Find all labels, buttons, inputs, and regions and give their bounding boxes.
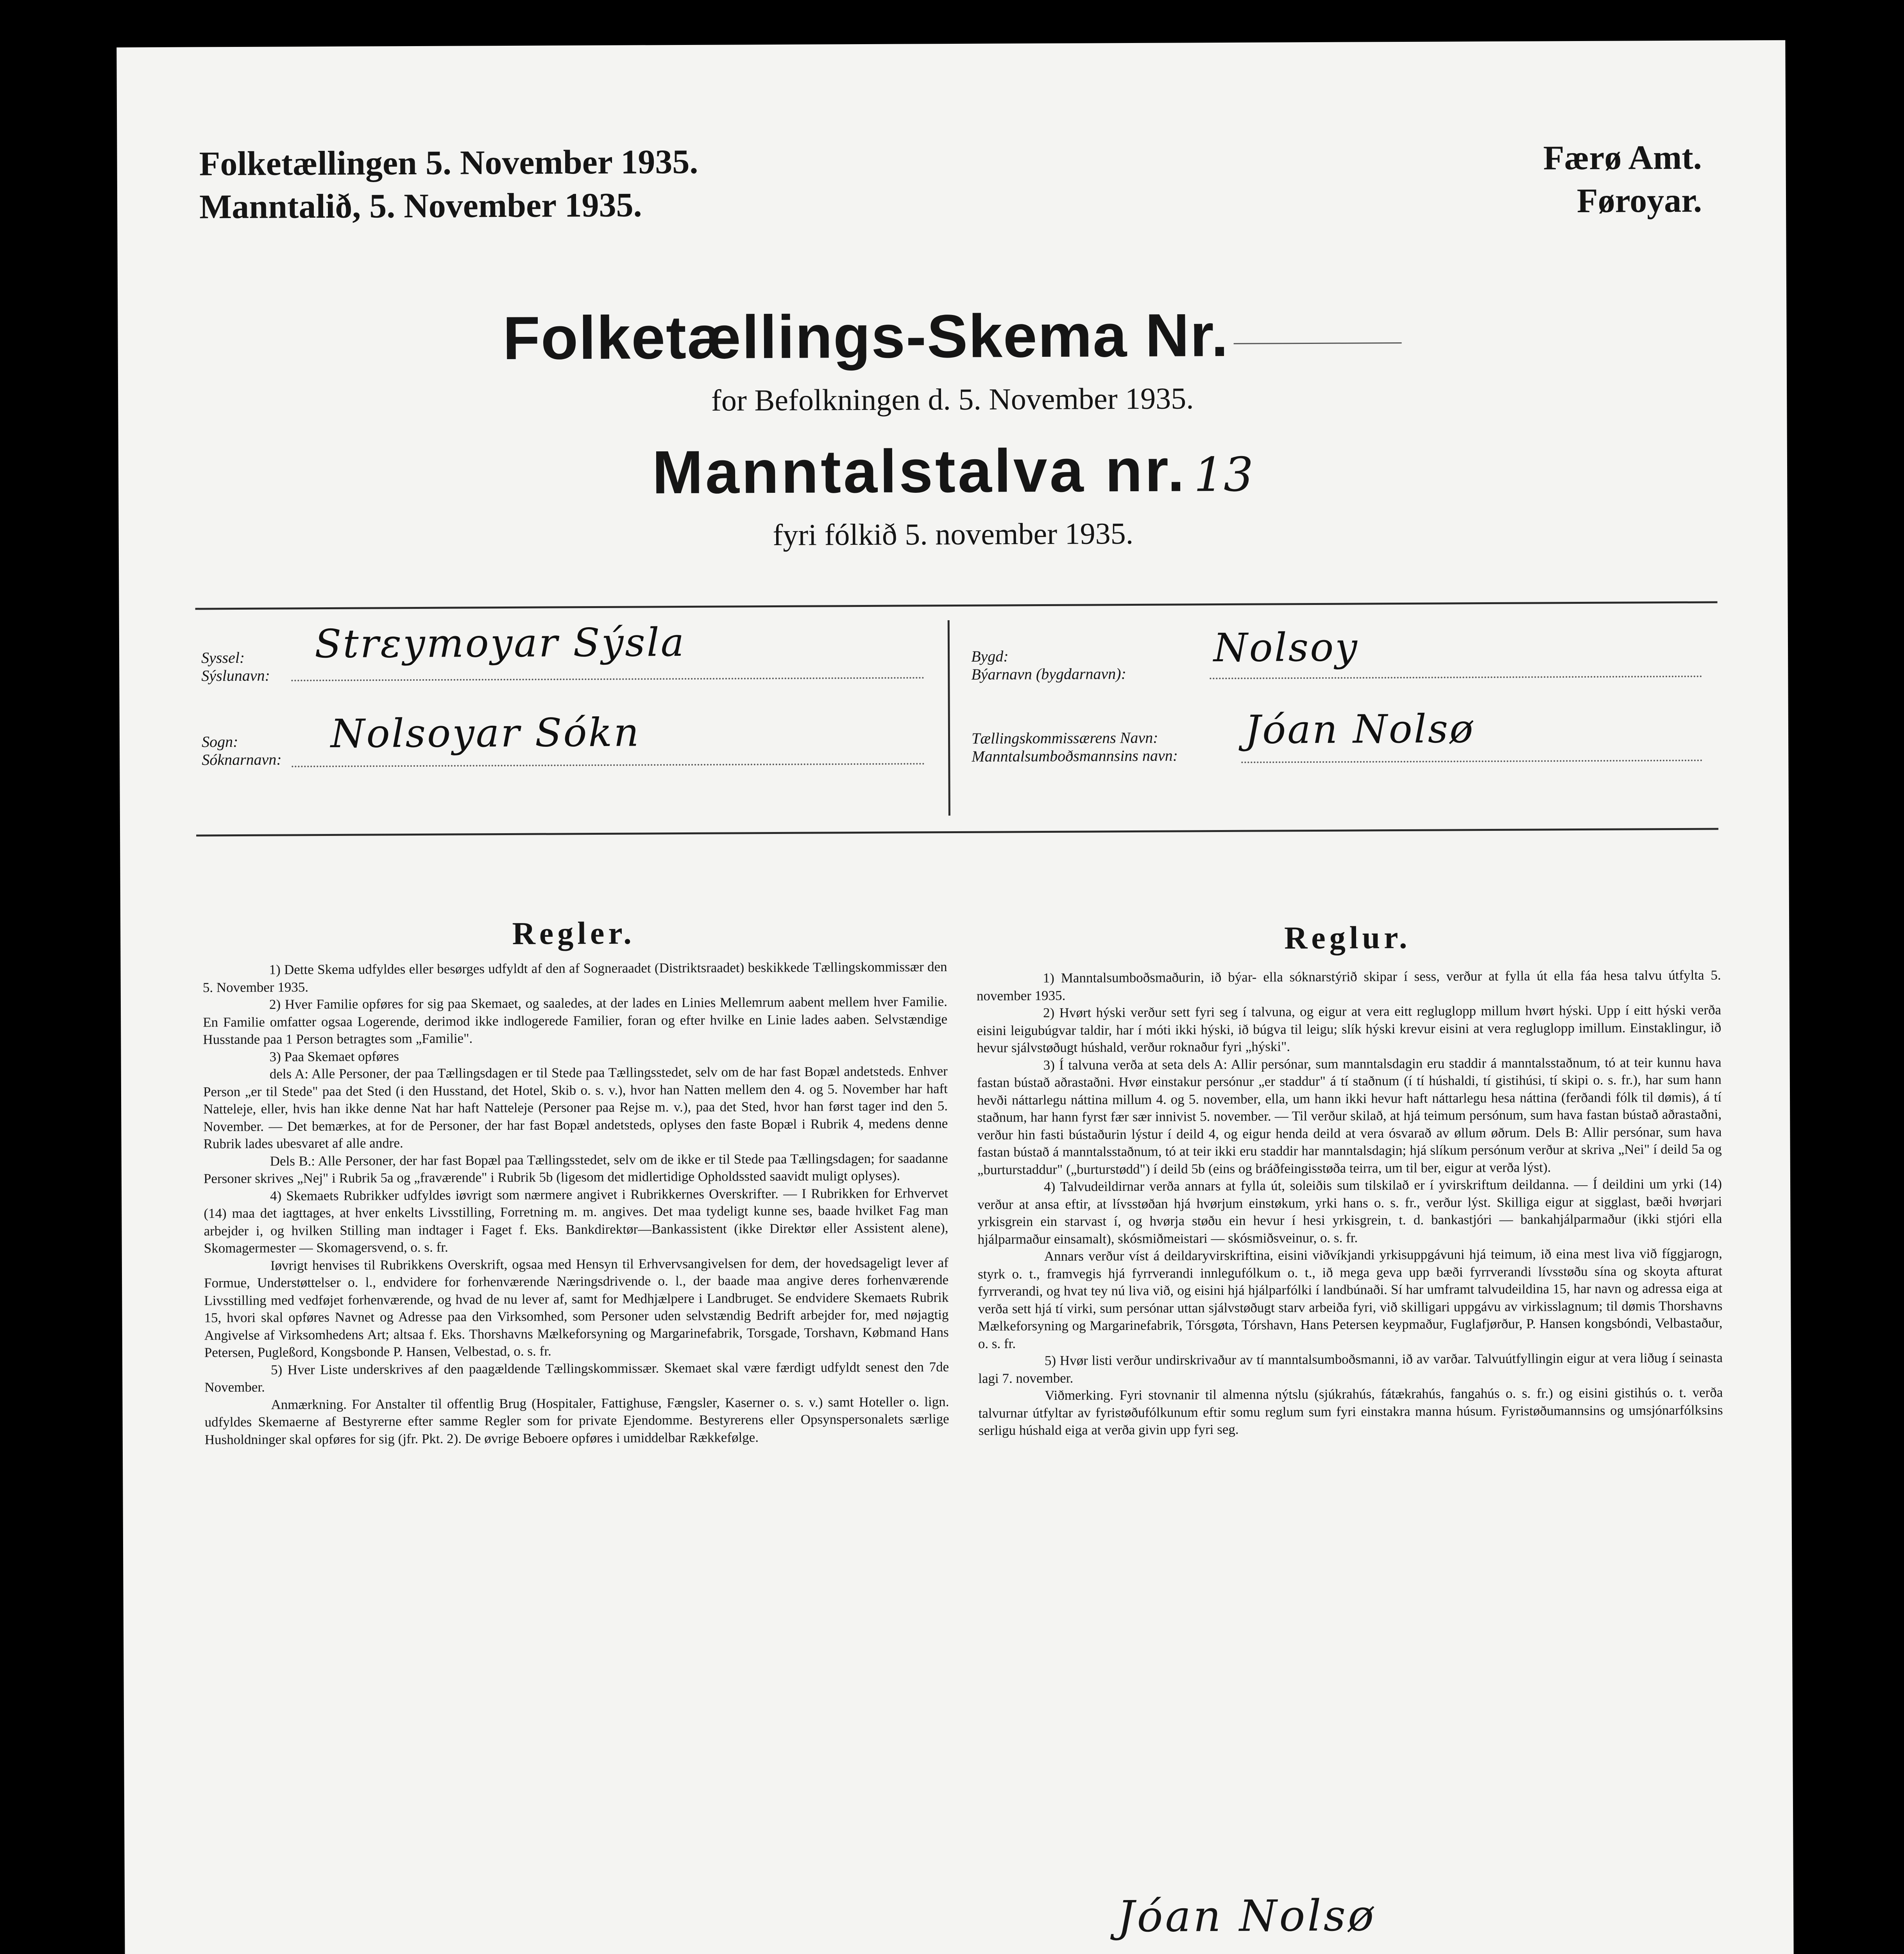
census-form-page: [116, 40, 1794, 1954]
regler-paragraph: 2) Hver Familie opføres for sig paa Skemaet, og saaledes, at der lades en Linies Mellemrum aabent mellem hver Familie. En Familie omfatter ogsaa Logerende, derimod ikke indlogerede Familier, foran og efter hvilke en Linie lades aaben. Selvstændige Husstande paa 1 Person betragtes som „Familie".: [203, 994, 948, 1047]
regler-paragraph: Dels B.: Alle Personer, der har fast Bopæl paa Tællingsstedet, selv om de ikke er til Stede paa Tællingsdagen; for saadanne Personer skrives „Nej" i Rubrik 5a og „fraværende" i Rubrik 5b (ligesom det midlertidige Opholdssted saavidt muligt oplyses).: [203, 1150, 948, 1186]
regler-paragraph: 5) Hver Liste underskrives af den paagældende Tællingskommissær. Skemaet skal være færdigt udfyldt senest den 7de November.: [204, 1359, 949, 1395]
regler-paragraph: dels A: Alle Personer, der paa Tællingsdagen er til Stede paa Tællingsstedet, selv om de har fast Bopæl andetsteds. Enhver Person „er til Stede" paa det Sted (i den Husstand, det Hotel, Skib o. s. v.), hvor han Natten mellem den 4. og 5. November har haft Natteleje, eller, hvis han ikke denne Nat har haft Natteleje (Personer paa Rejse m. v.), paa det Sted, hvor han først tager ind den 5. November. — Det bemærkes, at for de Personer, der har fast Bopæl andetsteds, oplyses den faste Bopæl i Rubrik 4, medens denne Rubrik lades ubesvaret af alle andre.: [203, 1063, 948, 1152]
bygd-value: Nolsoy: [1213, 624, 1359, 671]
regler-column: [203, 958, 949, 1448]
reglur-paragraph: Annars verður víst á deildaryvirskriftina, eisini viðvíkjandi yrkisuppgávuni hjá teimum, ið eina mest liva við fíggjarogn, styrk o. t., framvegis hjá fyrrverandi innlegufólkum o. t., ið mega geva upp bæði fyrrverandi lívsstøðu sína og skoyta afturat fyrrverandi, og hvat tey nú liva við, og eisini hjá hjálparfólki í landbúnaði. Sí har umframt talvudeildina 15, har navn og adressa eiga at verða sett hjá tí virki, sum persónar uttan sjálvstøðugt starv arbeiða fyri, við skilligari uppgávu av virkisslagnum; til dømis Thorshavns Mælkeforsyning og Margarinefabrik, Tórsgøta, Tórshavn, Hans Petersen keypmaður, Fuglafjørður, P. Hansen kongsbóndi, Velbastaður, o. s. fr.: [977, 1245, 1723, 1351]
form-title-danish-text: Folketællings-Skema Nr.: [503, 301, 1229, 373]
form-subtitle-danish: for Befolkningen d. 5. November 1935.: [711, 381, 1194, 417]
regler-paragraph: 1) Dette Skema udfyldes eller besørges udfyldt af den af Sogneraadet (Distriktsraadet) beskikkede Tællingskommissær den 5. November 1935.: [202, 959, 947, 995]
sogn-label: Sogn: Sóknarnavn:: [201, 733, 282, 769]
syssel-dotted-line: [291, 677, 924, 681]
reglur-paragraph: 1) Manntalsumboðsmaðurin, ið býar- ella sóknarstýrið skipar í sess, verður at fylla út ella fáa hesa talvu útfylta 5. november 1935.: [976, 967, 1721, 1004]
form-title-danish: [118, 298, 1787, 376]
reglur-paragraph: 2) Hvørt hýski verður sett fyri seg í talvuna, og eigur at vera eitt regluglopp millum hvørt hýski. Upp í eitt hýski verða eisini leigubúgvar taldir, har í móti ikki hýski, ið búgva til leigu; slík hýski krevur eisini at vera regluglopp imillum. Einstaklingur, ið hevur sjálvstøðugt húshald, verður roknaður fyri „hýski".: [977, 1002, 1721, 1056]
form-title-faroese: [118, 433, 1788, 510]
regler-paragraph: Anmærkning. For Anstalter til offentlig Brug (Hospitaler, Fattighuse, Fængsler, Kaserner o. s. v.) samt Hoteller o. lign. udfyldes Skemaerne af Bestyrerne efter samme Regler som for private Ejendomme. Bestyrerens eller Opsynspersonalets særlige Husholdninger skal opføres for sig (jfr. Pkt. 2). De øvrige Beboere opføres i umiddelbar Rækkefølge.: [204, 1394, 949, 1447]
header-right: [1543, 136, 1702, 223]
kommissaer-dotted-line: [1241, 760, 1702, 763]
bygd-dotted-line: [1210, 676, 1702, 679]
reglur-heading: Reglur.: [1284, 919, 1411, 956]
sogn-dotted-line: [292, 763, 925, 767]
regler-paragraph: Iøvrigt henvises til Rubrikkens Overskrift, ogsaa med Hensyn til Erhvervsangivelsen for dem, der hovedsageligt lever af Formue, Understøttelser o. l., endvidere for forhenværende Næringsdrivende o. l., der baade maa angive deres forhenværende Livsstilling med vedføjet forhenværende, og hvad de nu lever af, samt for Medhjælpere i Landbruget. Se endvidere Skemaets Rubrik 15, hvori skal opføres Navnet og Adresse paa den Virksomhed, som Personer uden selvstændig Bedrift arbejder for, med nøjagtig Angivelse af Virksomhedens Art; altsaa f. Eks. Thorshavns Mælkeforsyning og Margarinefabrik, Torsgade, Torshavn, Købmand Hans Petersen, Pugleßord, Kongsbonde P. Hansen, Velbestad, o. s. fr.: [204, 1254, 949, 1360]
header-amt-faroese: Føroyar.: [1577, 181, 1702, 220]
header-amt-danish: Færø Amt.: [1543, 138, 1702, 177]
kommissaer-label: Tællingskommissærens Navn: Manntalsumboðsmannsins navn:: [971, 728, 1178, 765]
form-title-faroese-text: Manntalstalva nr.: [652, 436, 1187, 507]
reglur-paragraph: 4) Talvudeildirnar verða annars at fylla út, soleiðis sum tilskilað er í yvirskriftum deildanna. — Í deildini um yrki (14) verður at ansa eftir, at lívsstøðan hjá hvørjum einstøkum, yrki hans o. s. fr., verður lýst. Skilliga eigur at sigglast, bæði hvørjari yrkisgrein ein starvast í, og hvørja støðu ein hevur í hesi yrkisgrein, t. d. bankastjóri — bankahjálparmaður (ikki stjóri ella hjálparmaður einsamalt), skósmiðmeistari — skósmiðsveinur, o. s. fr.: [977, 1176, 1722, 1247]
signature-handwritten: Jóan Nolsø: [1117, 1890, 1376, 1942]
reglur-paragraph: 5) Hvør listi verður undirskrivaður av tí manntalsumboðsmanni, ið av varðar. Talvuútfyllingin eigur at vera liðug í seinasta lagi 7. november.: [978, 1350, 1723, 1386]
header-date-danish: Folketællingen 5. November 1935.: [199, 143, 698, 183]
form-number-handwritten: 13: [1194, 447, 1254, 503]
header-left: [199, 141, 698, 229]
syssel-value: Strεymoyar Sýsla: [314, 619, 686, 667]
regler-heading: Regler.: [512, 915, 635, 951]
regler-paragraph: 3) Paa Skemaet opføres: [269, 1048, 399, 1065]
fields-bottom-rule: [196, 828, 1718, 836]
reglur-paragraph: Viðmerking. Fyri stovnanir til almenna nýtslu (sjúkrahús, fátækrahús, fangahús o. s. fr.) og eisini gistihús o. t. verða talvurnar útfyltar av fyristøðufólkunum eftir somu reglum sum fyri einstakra manna húsum. Fyristøðumannsins og umsjónarfólksins serligu húshald eiga at verða givin upp fyri seg.: [978, 1385, 1723, 1438]
signature-block: [1031, 1890, 1598, 1954]
kommissaer-value: Jóan Nolsø: [1245, 706, 1475, 753]
sogn-value: Nolsoyar Sókn: [330, 709, 641, 757]
header-date-faroese: Manntalið, 5. November 1935.: [199, 186, 642, 226]
fields-top-rule: [195, 601, 1718, 610]
regler-paragraph: 4) Skemaets Rubrikker udfyldes iøvrigt som nærmere angivet i Rubrikkernes Overskrifter. — I Rubrikken for Erhvervet (14) maa det iagttages, at hver enkelts Livsstilling, Forretning m. m. angives. Det maa tydeligt kunne ses, baade hvilket Fag man arbejder i, og hvilken Stilling man indtager i Faget f. Eks. Bankdirektør—Bankassistent (ikke Direktør eller Assistent alene), Skomagermester — Skomagersvend, o. s. fr.: [204, 1185, 948, 1256]
form-number-blank-line: [1234, 342, 1402, 344]
reglur-paragraph: 3) Í talvuna verða at seta dels A: Allir persónar, sum manntalsdagin eru staddir á manntalsstaðnum, tó at teir kunnu hava fastan bústað aðrastaðni. Hvør einstakur persónur „er staddur" á tí staðnum (í tí húshaldi, tí gistihúsi, tí skipi o. s. fr.), har sum hann hevði náttarlegu náttina millum 4. og 5. november, ella, um hann ikki hevur haft náttarlegu hesa náttina (ferðandi fólk til dømis), á tí staðnum, har hann fyrst fær sær innivist 5. november. — Til verður skilað, at hjá teimum persónum, sum hava fastan bústað aðrastaðni, verður hin fasti bústaðurin lýstur í deild 4, og eigur henda deild at vera ósvarað av øllum øðrum. Dels B: Allir persónar, sum hava fastan bústað á manntalsstaðnum, tó at teir ikki eru staddir har manntalsdagin; hjá slíkum persónum verður at skriva „Nei" í deild 5a og „burturstaddur" („burturstødd") í deild 5b (eins og bráðfeingisstøða teirra, um til ber, eigur at verða lýst).: [977, 1054, 1722, 1177]
fields-divider: [948, 620, 950, 816]
reglur-column: [977, 966, 1723, 1439]
form-subtitle-faroese: fyri fólkið 5. november 1935.: [773, 516, 1134, 552]
bygd-label: Bygd: Býarnavn (bygdarnavn):: [971, 647, 1126, 683]
syssel-label: Syssel: Sýslunavn:: [201, 648, 270, 685]
